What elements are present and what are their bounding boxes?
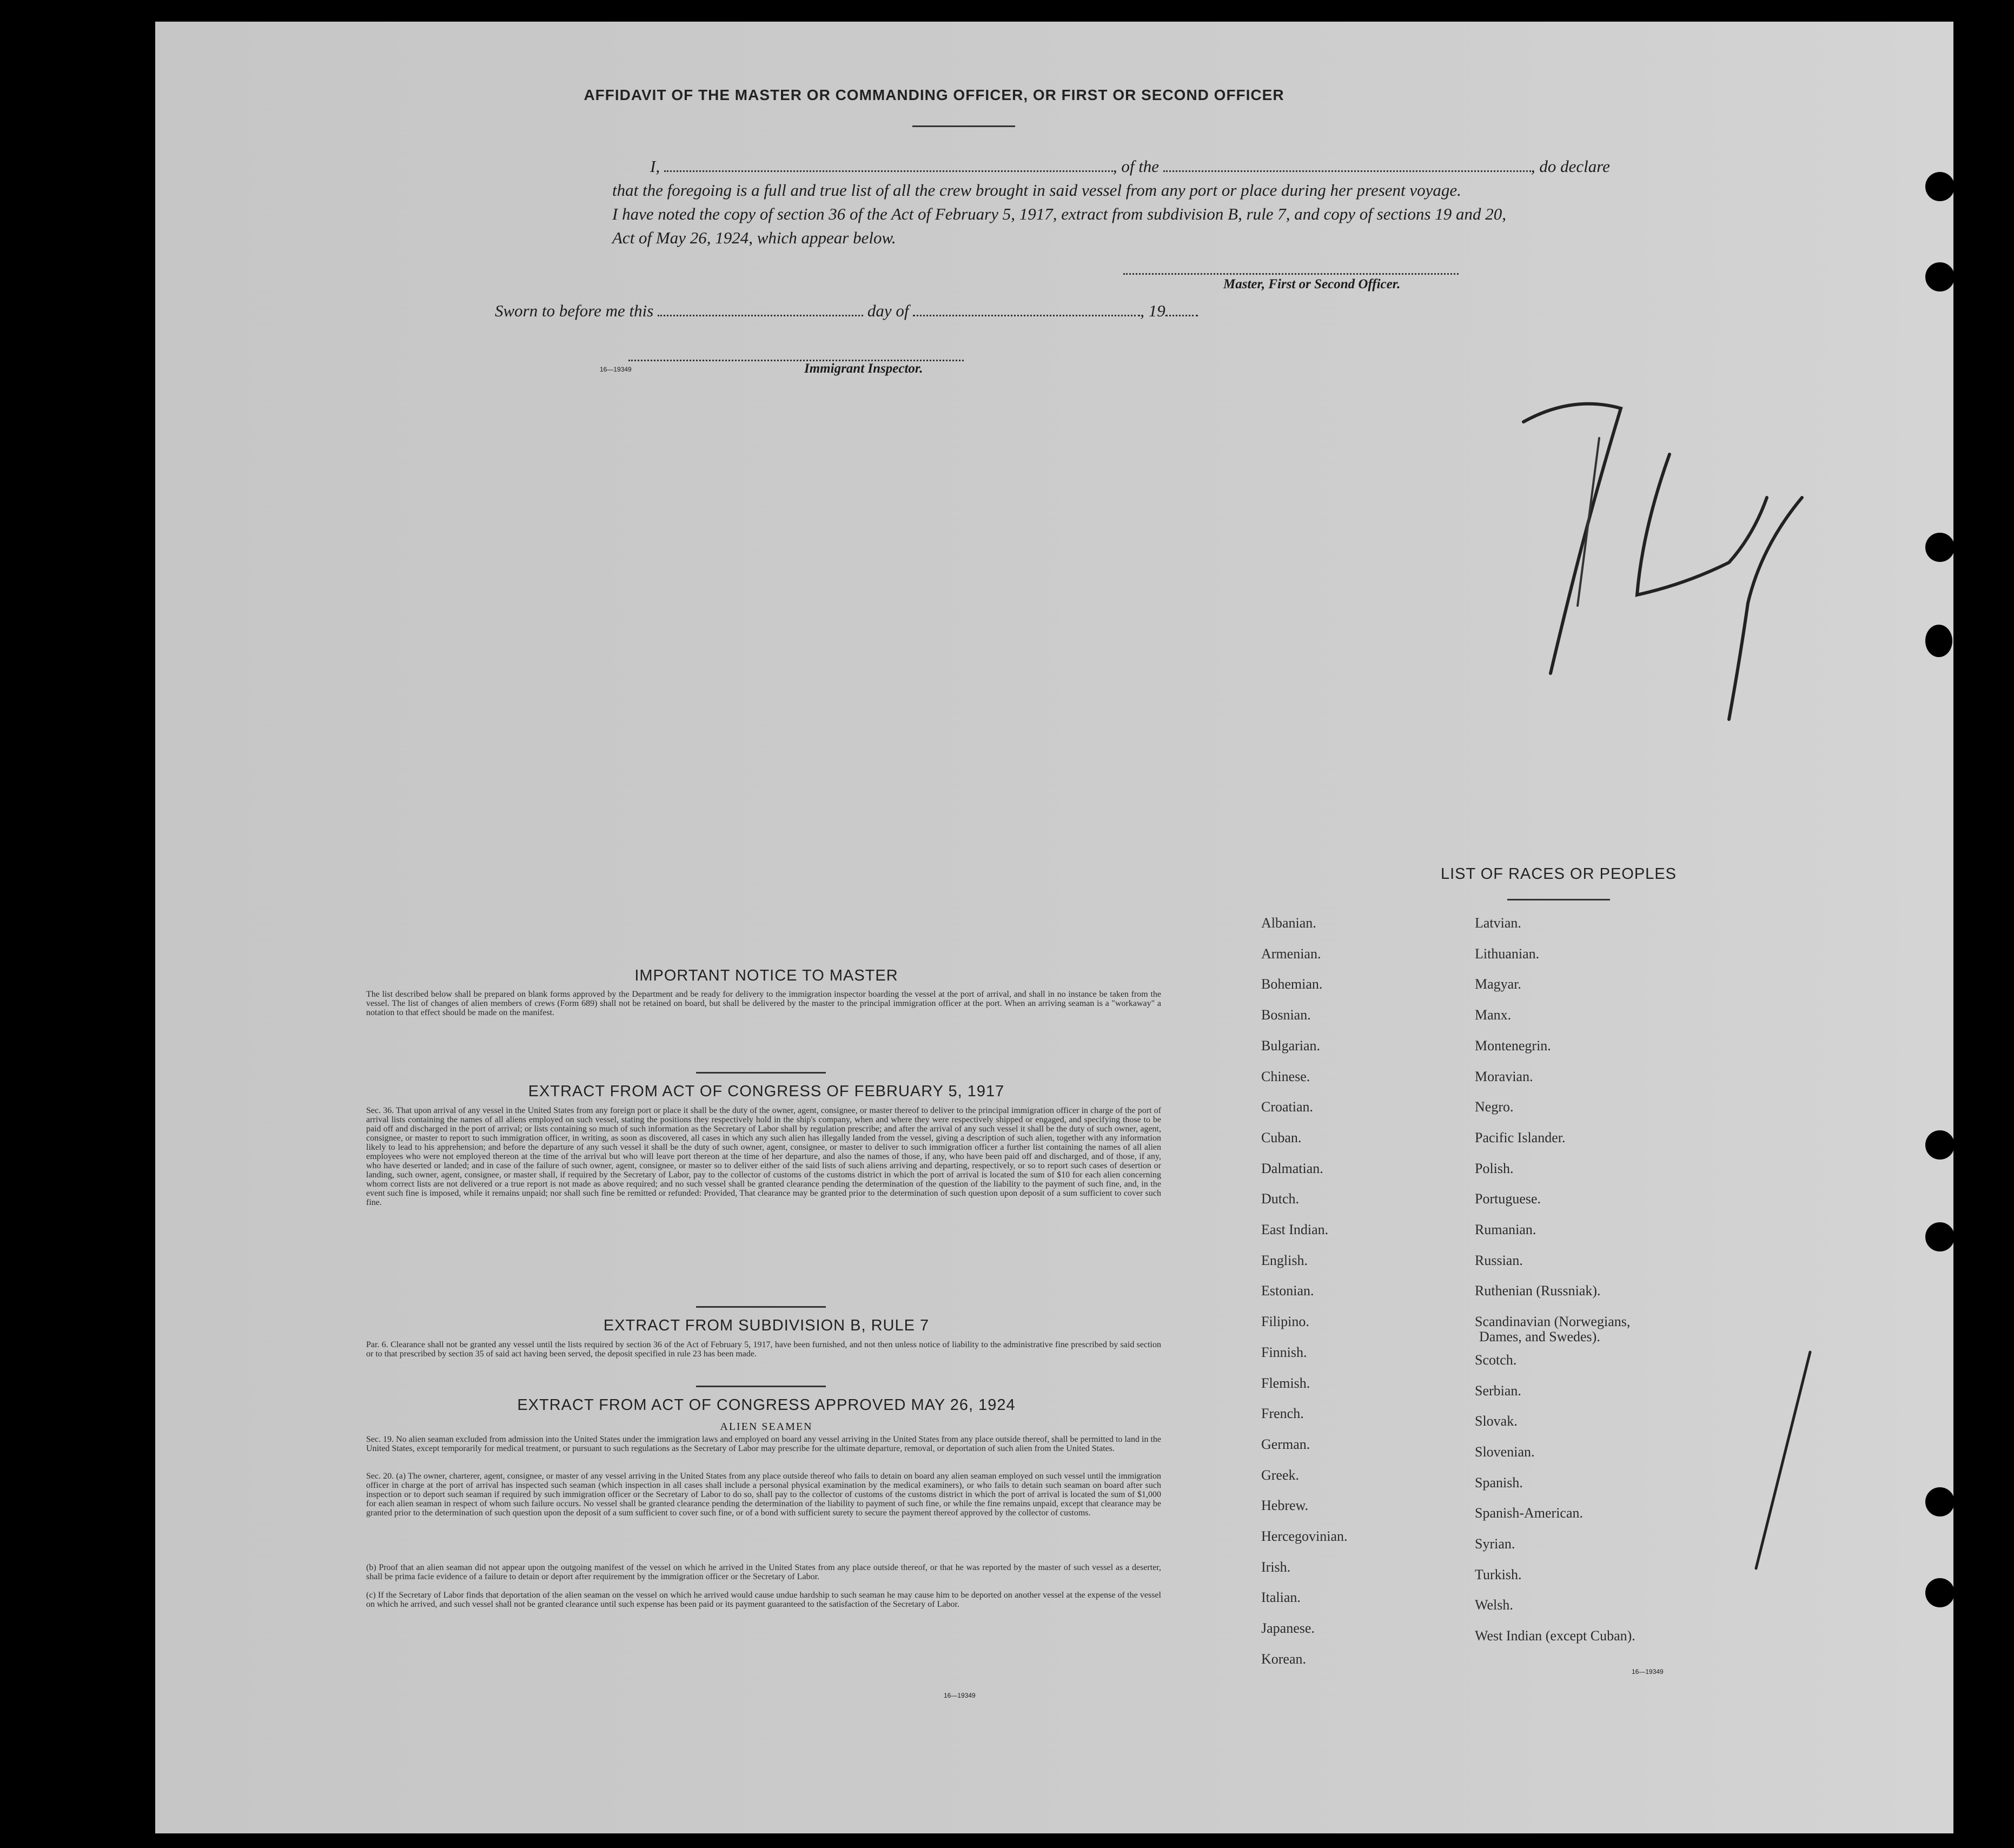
race-item: Estonian. <box>1261 1283 1314 1299</box>
extract-1924-sec19: Sec. 19. No alien seaman excluded from admission into the United States under the immigration laws and employed on board any vessel arriving in the United States from any place outside thereof, shall be permitted to land in the United States, except temporarily for medical treatment, or pursuant to such regulations as the Secretary of Labor may prescribe for the ultimate departure, removal, or deportation of such alien from the United States. <box>366 1435 1161 1453</box>
race-item: Bohemian. <box>1261 976 1323 992</box>
race-item: Spanish-American. <box>1475 1505 1584 1521</box>
affidavit-line-4: Act of May 26, 1924, which appear below. <box>612 228 896 247</box>
race-item: Hebrew. <box>1261 1498 1309 1514</box>
race-item: Polish. <box>1475 1160 1514 1176</box>
race-item: Dames, and Swedes). <box>1479 1329 1600 1345</box>
race-item: Chinese. <box>1261 1068 1310 1084</box>
month-blank <box>913 315 1140 316</box>
binder-hole <box>1925 262 1955 292</box>
race-item: Slovenian. <box>1475 1443 1535 1460</box>
signature-line <box>1123 273 1459 275</box>
affidavit-line1-end: , do declare <box>1531 157 1610 176</box>
race-item: Dalmatian. <box>1261 1160 1323 1176</box>
handwritten-74 <box>1507 357 1918 746</box>
race-item: Korean. <box>1261 1651 1307 1667</box>
extract-1924-sec20c: (c) If the Secretary of Labor finds that deportation of the alien seaman on the vessel on which he arrived would cause undue hardship to such seaman he may cause him to be deported on another vessel at the expense of the vessel on which he arrived, and such vessel shall not be granted clearance until such expense has been paid or its payment guaranteed to the satisfaction of the Secretary of Labor. <box>366 1591 1161 1609</box>
race-item: Japanese. <box>1261 1620 1315 1637</box>
extract-1917-title: EXTRACT FROM ACT OF CONGRESS OF FEBRUARY 5, 1917 <box>528 1083 1005 1100</box>
rule7-text: Par. 6. Clearance shall not be granted any vessel until the lists required by section 36 of the Act of February 5, 1917, have been furnished, and not then unless notice of liability to the administrative fine prescribed by said section or to that prescribed by section 35 of said act having been served, the deposit specified in rule 23 has been made. <box>366 1340 1161 1359</box>
affidavit-line-3: I have noted the copy of section 36 of the Act of February 5, 1917, extract from subdivision B, rule 7, and copy of sections 19 and 20, <box>612 204 1507 223</box>
affidavit-line-2: that the foregoing is a full and true list of all the crew brought in said vessel from any port or place during her present voyage. <box>612 181 1461 200</box>
race-item: German. <box>1261 1436 1310 1452</box>
race-item: Syrian. <box>1475 1536 1515 1552</box>
race-item: Filipino. <box>1261 1314 1309 1330</box>
title-rule <box>912 125 1015 127</box>
race-item: Lithuanian. <box>1475 945 1540 962</box>
race-item: Bosnian. <box>1261 1007 1311 1023</box>
race-item: Dutch. <box>1261 1191 1300 1207</box>
form-number-races: 16—19349 <box>1632 1668 1664 1675</box>
day-blank <box>658 315 863 316</box>
binder-hole <box>1925 533 1955 562</box>
race-item: Bulgarian. <box>1261 1037 1321 1054</box>
races-title: LIST OF RACES OR PEOPLES <box>1440 865 1677 883</box>
extract-1917-rule <box>696 1306 826 1308</box>
race-item: Spanish. <box>1475 1474 1523 1491</box>
races-rule <box>1507 899 1610 900</box>
extract-1924-sec20b: (b) Proof that an alien seaman did not appear upon the outgoing manifest of the vessel on which he arrived in the United States from any place outside thereof, or that he was reported by the master of such vessel as a deserter, shall be prima facie evidence of a failure to detain or deport after requirement by the immigration officer or the Secretary of Labor. <box>366 1563 1161 1581</box>
vessel-blank <box>1163 170 1531 172</box>
extract-1917-text: Sec. 36. That upon arrival of any vessel in the United States from any foreign port or place it shall be the duty of the owner, agent, consignee, or master thereof to deliver to the principal immigration officer in charge of the port of arrival lists containing the names of all aliens employed on such vessel, stating the positions they respectively hold in the ship's company, when and where they were respectively shipped or engaged, and specifying those to be paid off and discharged in the port of arrival; or lists containing so much of such information as the Secretary of Labor shall by regulation prescribe; and after the arrival of any such vessel it shall be the duty of such owner, agent, consignee, or master to report to such immigration officer, in writing, as soon as discovered, all cases in which any such alien has illegally landed from the vessel, giving a description of such alien, together with any information likely to lead to his apprehension; and before the departure of any such vessel it shall be the duty of such owner, agent, consignee, or master to deliver to such immigration officer a further list containing the names of all alien employees who were not employed thereon at the time of the arrival but who will leave port thereon at the time of her departure, and also the names of those, if any, who have been paid off and discharged, and of those, if any, who have deserted or landed; and in case of the failure of such owner, agent, consignee, or master so to deliver either of the said lists of such aliens arriving and departing, respectively, or so to report such cases of desertion or landing, such owner, agent, consignee, or master shall, if required by the Secretary of Labor, pay to the collector of customs of the customs district in which the port of arrival is located the sum of $10 for each alien concerning whom correct lists are not delivered or a true report is not made as above required; and no such vessel shall be granted clearance pending the determination of the question of the liability to the payment of such fine, and, in the event such fine is imposed, while it remains unpaid; nor shall such fine be remitted or refunded: Provided, That clearance may be granted prior to the determination of such question upon deposit of a sum sufficient to cover such fine. <box>366 1106 1161 1207</box>
document-page <box>155 22 1953 1833</box>
handwritten-tick <box>1745 1341 1821 1579</box>
race-item: Russian. <box>1475 1252 1523 1268</box>
binder-hole <box>1925 1222 1955 1251</box>
race-item: Greek. <box>1261 1467 1300 1483</box>
race-item: Albanian. <box>1261 915 1316 931</box>
race-item: Slovak. <box>1475 1413 1518 1429</box>
race-item: Latvian. <box>1475 915 1521 931</box>
race-item: Flemish. <box>1261 1375 1310 1391</box>
race-item: Magyar. <box>1475 976 1521 992</box>
extract-1924-title: EXTRACT FROM ACT OF CONGRESS APPROVED MAY 26, 1924 <box>517 1396 1016 1414</box>
notice-rule <box>696 1072 826 1074</box>
affidavit-title: AFFIDAVIT OF THE MASTER OR COMMANDING OFFICER, OR FIRST OR SECOND OFFICER <box>584 87 1284 103</box>
race-item: Turkish. <box>1475 1566 1522 1582</box>
year-blank <box>1165 315 1198 316</box>
race-item: Italian. <box>1261 1589 1301 1606</box>
race-item: Portuguese. <box>1475 1191 1541 1207</box>
name-blank <box>664 170 1113 172</box>
binder-hole <box>1925 172 1955 201</box>
affidavit-body <box>493 155 1629 250</box>
race-item: Irish. <box>1261 1559 1291 1575</box>
race-item: Pacific Islander. <box>1475 1129 1566 1145</box>
sworn-start: Sworn to before me this <box>495 301 654 320</box>
race-item: Cuban. <box>1261 1129 1302 1145</box>
binder-hole <box>1925 1130 1955 1160</box>
inspector-caption: Immigrant Inspector. <box>804 361 923 376</box>
affidavit-line-1 <box>493 155 1629 178</box>
race-item: English. <box>1261 1252 1308 1268</box>
race-item: Rumanian. <box>1475 1222 1536 1237</box>
form-number-top: 16—19349 <box>600 366 632 373</box>
binder-hole <box>1925 1578 1955 1607</box>
race-item: Manx. <box>1475 1007 1512 1023</box>
race-item: Finnish. <box>1261 1344 1307 1360</box>
notice-text: The list described below shall be prepared on blank forms approved by the Department and be ready for delivery to the immigration inspector boarding the vessel at the port of arrival, and shall in no instance be taken from the vessel. The list of changes of alien members of crews (Form 689) shall not be retained on board, but shall be delivered by the master to the principal immigration officer at the port. When an arriving seaman is a "workaway" a notation to that effect should be made on the manifest. <box>366 990 1161 1017</box>
race-item: East Indian. <box>1261 1222 1329 1237</box>
race-item: Ruthenian (Russniak). <box>1475 1283 1601 1299</box>
race-item: French. <box>1261 1406 1304 1422</box>
race-item: West Indian (except Cuban). <box>1475 1628 1635 1644</box>
race-item: Serbian. <box>1475 1382 1521 1399</box>
race-item: Scandinavian (Norwegians, <box>1475 1314 1631 1330</box>
race-item: Scotch. <box>1475 1352 1517 1368</box>
affidavit-line1-start: I, <box>650 157 660 176</box>
race-item: Armenian. <box>1261 945 1321 962</box>
rule7-rule <box>696 1386 826 1387</box>
extract-1924-sec20a: Sec. 20. (a) The owner, charterer, agent, consignee, or master of any vessel arriving in the United States from any place outside thereof who fails to detain on board any alien seaman employed on such vessel until the immigration officer in charge at the port of arrival has inspected such seaman (which inspection in all cases shall include a personal physical examination by the medical examiners), or who fails to detain such seaman on board after such inspection or to deport such seaman if required by such immigration officer or the Secretary of Labor to do so, shall pay to the collector of customs of the customs district in which the port of arrival is located the sum of $1,000 for each alien seaman in respect of whom such failure occurs. No vessel shall be granted clearance pending the determination of the liability to payment of such fine, or while the fine remains unpaid, except that clearance may be granted prior to the determination of such question upon the deposit of a sum sufficient to cover such fine, or of a bond with sufficient surety to secure the payment thereof approved by the collector of customs. <box>366 1472 1161 1518</box>
signature-caption: Master, First or Second Officer. <box>1223 277 1401 292</box>
race-item: Hercegovinian. <box>1261 1528 1348 1544</box>
rule7-title: EXTRACT FROM SUBDIVISION B, RULE 7 <box>603 1317 930 1334</box>
sworn-line <box>495 301 1198 321</box>
race-item: Welsh. <box>1475 1597 1513 1613</box>
alien-seamen-subtitle: ALIEN SEAMEN <box>720 1421 813 1433</box>
affidavit-line1-mid: , of the <box>1112 157 1160 176</box>
race-item: Croatian. <box>1261 1099 1314 1115</box>
race-item: Montenegrin. <box>1475 1037 1551 1054</box>
race-item: Moravian. <box>1475 1068 1533 1084</box>
sworn-end: , 19 <box>1140 301 1165 320</box>
race-item: Negro. <box>1475 1099 1514 1115</box>
sworn-mid: day of <box>867 301 909 320</box>
notice-title: IMPORTANT NOTICE TO MASTER <box>634 967 898 984</box>
binder-hole <box>1925 1487 1955 1516</box>
binder-hole <box>1925 625 1952 657</box>
form-number-bottom-left: 16—19349 <box>944 1692 976 1699</box>
